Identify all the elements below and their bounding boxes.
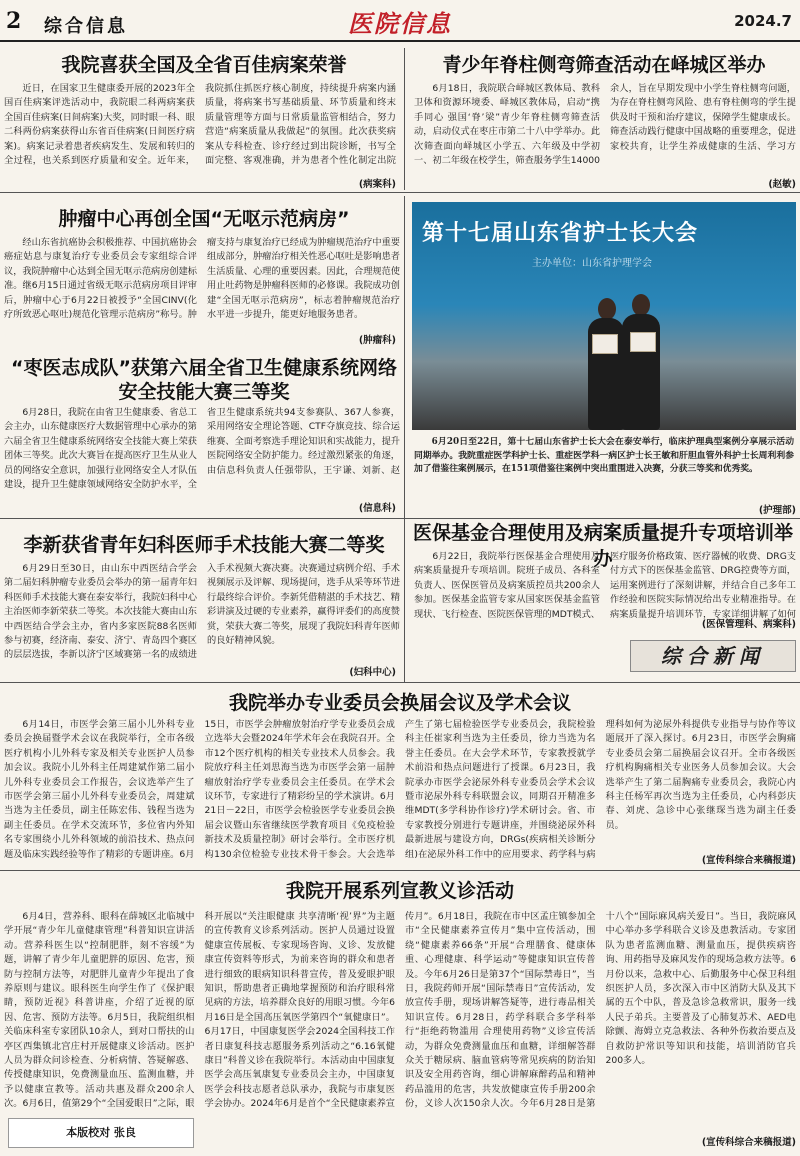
article-title: 我院举办专业委员会换届会议及学术会议 [228, 692, 571, 714]
article-title: 我院开展系列宣教义诊活动 [285, 880, 514, 902]
section-divider [0, 518, 800, 519]
article-byline: (医保管理科、病案科) [701, 619, 796, 630]
section-name: 综合信息 [44, 16, 128, 37]
article-title: 李新获省青年妇科医师手术技能大赛二等奖 [23, 534, 385, 556]
person-head [632, 294, 650, 316]
article-title: “枣医志成队”获第六届全省卫生健康系统网络安全技能大赛三等奖 [11, 357, 397, 403]
article-title: 肿瘤中心再创全国“无呕示范病房” [58, 208, 350, 230]
article-title: 我院喜获全国及全省百佳病案荣誉 [61, 54, 347, 76]
section-divider [0, 682, 800, 683]
page-header [0, 0, 800, 40]
article-body: 近日，在国家卫生健康委开展的2023年全国百佳病案评选活动中，我院眼二科两病案获全国百佳病案(日间病案)大奖，同时眼一科、眼二科两份病案获得山东省百佳病案(日间医疗病案)。病案记录着患者疾病发生、发展和转归的全过程，也关系到医疗质量和安全。近年来，我院抓住抓医疗核心制度，持续提升病案内涵质量，将病案书写基础质量、环节质量和终末质量管理等方面与日常质量监管相结合，努力营造“病案质量从我做起”的氛围。此次获奖病案从专科检查、诊疗经过到出院诊断，书写全面完整、客观准确，并为患者个性化制定出院 [4, 83, 396, 167]
article-byline: (赵敏) [768, 179, 796, 190]
photo-banner-subtitle: 主办单位：山东省护理学会 [532, 258, 652, 269]
issue-date: 2024.7 [734, 12, 792, 30]
article-body: 6月28日，我院在由省卫生健康委、省总工会主办，山东健康医疗大数据管理中心承办的第六届全省卫生健康系统网络安全技能大赛上荣获团体三等奖。此次大赛旨在提高医疗卫生从业人员的网络安全意识，加强行业网络安全人才队伍建设，提升卫生健康领域网络安全防护水平，全省卫生健康系统共94支参赛队、367人参赛，采用网络安全理论答题、CTF夺旗竞技、综合运维赛、全面考察选手理论知识和实战能力，提升医院网络安全防护能力。经过激烈紧张的角逐，由信息科负责人任强带队，王宇谦、刘新、赵 [4, 407, 400, 491]
page-number: 2 [6, 8, 22, 34]
article-byline: (宣传科综合来稿报道) [640, 1134, 796, 1148]
proofreader-box: 本版校对 张良 [8, 1118, 194, 1148]
article-body: 6月14日，市医学会第三届小儿外科专业委员会换届暨学术会议在我院举行，全市各级医疗机构小儿外科专家及相关专业医护人员参加会议。我院小儿外科主任周建斌作第二届小儿外科专业委员会工作报告，会议选举产生了市医学会第三届小儿外科专业委员会，周建斌当选为主任委员，副主任陈宏伟、钱程当选为副主任委员。在学术交流环节，多位省内外知名专家围绕小儿外科领域的前沿技术、热点问题及临床实践经验等作了精彩的专题讲座。6月15日，市医学会肿瘤放射治疗学专业委员会成立选举大会暨2024年学术年会在我院召开。全市12个医疗机构的相关专业技术人员参会。我院放疗科主任刘思海当选为市医学会第一届肿瘤放射治疗学专业委员会主任委员。在学术会议环节，专家进行了精彩纷呈的学术演讲。6月21日－22日，市医学会检验医学专业委员会换届会议暨山东省继续医学教育项目《免疫检验新技术及质量控制》研讨会举行。全市医疗机构130余位检验专业技术骨干参会。大会选举产生了第七届检验医学专业委员会，我院检验科主任崔家利当选为主任委员，徐力当选为名誉主任委员。在大会学术环节，专家教授就学术前沿和热点问题进行了授课。6月23日，我院承办市医学会泌尿外科专业委员会学术会议暨市泌尿外科专科联盟会议，同期召开精准多维MDT(多学科协作诊疗)学术研讨会。省、市专家教授分别进行专题讲座，并围绕泌尿外科最新进展与建设方向，DRGs(疾病相关诊断分组)在泌尿外科工作中的应用要求、药学科与病理科如何为泌尿外科提供专业指导与协作等议题展开了深入探讨。6月23日，市医学会胸痛专业委员会第二届换届会议召开。全市各级医疗机构胸痛相关专业医务人员参加会议。大会选举产生了第二届胸痛专业委员会，我院心内科主任杨军再次当选为主任委员，心内科彭庆春、刘虎、急诊中心张继琛当选为副主任委员。 [4, 719, 796, 860]
section-badge: 综合新闻 [630, 640, 796, 672]
article-body: 6月22日，我院举行医保基金合理使用及病案质量提升专项培训。院班子成员、各科室负责人、医保医管员及病案质控员共200余人参加。医保基金监管专家从国家医保基金监管现状、飞行检查、医院医保管理的MDT模式、医疗服务价格政策、医疗器械的收费、DRG支付方式下的医保基金监管、DRG控费等方面，运用案例进行了深刻讲解，并结合自己多年工作经验和医院实际情况给出专业精准指导。在病案质量提升培训环节，专家详细讲解了如何 [414, 551, 796, 620]
header-rule [0, 40, 800, 42]
article-body: 6月18日，我院联合峄城区教体局、教科卫体和资源环境委、峄城区教体局，启动“携手同心 强国‘脊’梁”青少年脊柱侧弯筛查活动，启动仪式在枣庄市第二十八中学举办。此次筛查面向峄城区小学五、六年级及中学初一、初二年级在校学生，筛查服务学生14000余人，旨在早期发现中小学生脊柱侧弯问题，为存在脊柱侧弯风险、患有脊柱侧弯的学生提供及时干预和治疗建议，保障学生健康成长。筛查活动践行健康中国战略的重要理念，促进家校共育，让学生养成健康的生活、学习方 [414, 83, 796, 167]
section-divider [0, 870, 800, 871]
column-divider [404, 196, 405, 682]
article-title: 医保基金合理使用及病案质量提升专项培训举办 [412, 522, 793, 570]
photo-banner-text: 第十七届山东省护士长大会 [422, 221, 699, 246]
photo-caption: 6月20日至22日，第十七届山东省护士长大会在泰安举行，临床护理典型案例分享展示活动同期举办。我院重症医学科护士长、重症医学科一病区护士长王敏和肝胆血管外科护士长周利利参加了借鉴往案例展示，在151项借鉴往案例中突出重围进入决赛，分获三等奖和优秀奖。 [414, 437, 794, 474]
masthead-logo: 医院信息 [348, 9, 452, 38]
article-byline: (宣传科综合来稿报道) [701, 855, 796, 866]
article-byline: (妇科中心) [349, 667, 396, 678]
article-byline: (病案科) [358, 179, 396, 190]
article-byline: (肿瘤科) [358, 335, 396, 346]
article-byline: (信息科) [358, 503, 396, 514]
photo-byline: (护理部) [758, 505, 796, 516]
article-body: 6月29日至30日，由山东中西医结合学会第二届妇科肿瘤专业委员会举办的第一届青年妇科医师手术技能大赛在泰安举行，我院妇科中心主治医师李新荣获二等奖。本次技能大赛由山东中西医结合学会主办，省内多家医院88名医师参与初赛，经济南、泰安、济宁、青岛四个赛区的层层选拔，李新以济宁区域赛第一名的成绩进入手术视频大赛决赛。决赛通过病例介绍、手术视频展示及评解、现场提问，选手从采等环节进行最终综合评价。李新凭借精湛的手术技艺、精彩讲演及过硬的专业素养，赢得评委们的高度赞赏，荣获大赛二等奖，展现了我院妇科青年医师的良好精神风貌。 [4, 563, 400, 661]
certificate [630, 332, 656, 352]
article-title: 青少年脊柱侧弯筛查活动在峄城区举办 [442, 54, 766, 76]
section-divider [0, 192, 800, 193]
person-head [598, 298, 616, 320]
event-photo [412, 202, 796, 430]
column-divider [404, 48, 405, 190]
certificate [592, 334, 618, 354]
article-body: 经山东省抗癌协会积极推荐、中国抗癌协会癌症姑息与康复治疗专业委员会专家组综合评议，我院肿瘤中心达到全国无呕示范病房创建标准。继6月15日通过省级无呕示范病房项目评审后，肿瘤中心于6月22日被授予“全国CINV(化疗所致恶心呕吐)规范化管理示范病房”称号。肿瘤支持与康复治疗已经成为肿瘤规范治疗中重要组成部分，肿瘤治疗相关性恶心呕吐是影响患者生活质量、心理的重要因素。因此，合理规范使用止吐药物是肿瘤科医师的必修课。我院成功创建“全国无呕示范病房”，标志着肿瘤规范治疗水平进一步提升，能更好地服务患者。 [4, 237, 400, 321]
article-body: 6月4日，营养科、眼科在薛城区北临城中学开展“青少年儿童健康管理”科普知识宣讲活动。营养科医生以“控制肥胖，刻不容缓”为题，讲解了青少年儿童肥胖的原因、危害，预防与控制方法等，对肥胖儿童青少年提出了食养原则与建议。眼科医生向学生作了《保护眼睛，预防近视》科普讲座，介绍了近视的原因、危害、预防方法等。6月5日，我院组织相关临床科室专家团队10余人，到对口帮扶的山亭区西集镇北宫庄村开展健康义诊活动。医护人员为群众问诊检查、分析病情、答疑解惑、传授健康知识，免费测量血压、监测血糖，并予以健康宣教等。活动共惠及群众200余人次。6月6日，值第29个“全国爱眼日”之际，眼科开展以“关注眼健康 共享清晰‘视’界”为主题的宣传教育义诊系列活动。医护人员通过设置健康宣传展板、专家现场咨询、义诊、发放健康宣传资料等形式，为前来咨询的群众和患者进行细致的眼病知识科普宣传，普及爱眼护眼知识，帮助患者正确地掌握预防和治疗眼科常见病的方法，培养群众良好的用眼习惯。今年6月16日是全国高压氧医学第四个“氧健康日”。6月17日，中国康复医学会2024全国科技工作者日康复科技志愿服务系列活动之“6.16氧健康日”科普义诊在我院举行。本活动由中国康复医学会高压氧康复专业委员会主办，中国康复医学会科技志愿者总队承办，我院与市康复医学会协办。2024年6月是首个“全民健康素养宣传月”。6月18日，我院在市中区孟庄镇参加全市“全民健康素养宣传月”集中宣传活动，围绕“健康素养66条”开展“合理膳食、健康体重、心理健康、科学运动”等健康知识宣传普及。今年6月26日是第37个“国际禁毒日”，当日，我院药师开展“国际禁毒日”宣传活动，发放宣传手册，现场讲解答疑等，进行毒品相关知识宣传。6月28日，药学科联合多学科举行“拒绝药物滥用 合理使用药物”义诊宣传活动，为群众免费测量血压和血糖，详细解答群众关于糖尿病、脑血管病等常见疾病的防治知识及安全用药咨询，细心讲解麻醉药品和精神药品滥用的危害，共发放健康宣传手册200余份，义诊人次150余人次。今年6月28日是第十八个“国际麻风病关爱日”。当日，我院麻风中心举办多学科联合义诊及患教活动。专家团队为患者监测血糖、测量血压，提供疾病咨询、用药指导及麻风发作的现场急救方法等。6月份以来，急救中心、后勤服务中心保卫科组织医护人员，多次深入市中区消防大队及其下属的五个中队，普及急诊急救常识，服务一线人民子弟兵。主要普及了心肺复苏术、AED电除颤、海姆立克急救法、各种外伤救治要点及自救防护常识等知识和技能，培训消防官兵200多人。 [4, 911, 796, 1110]
